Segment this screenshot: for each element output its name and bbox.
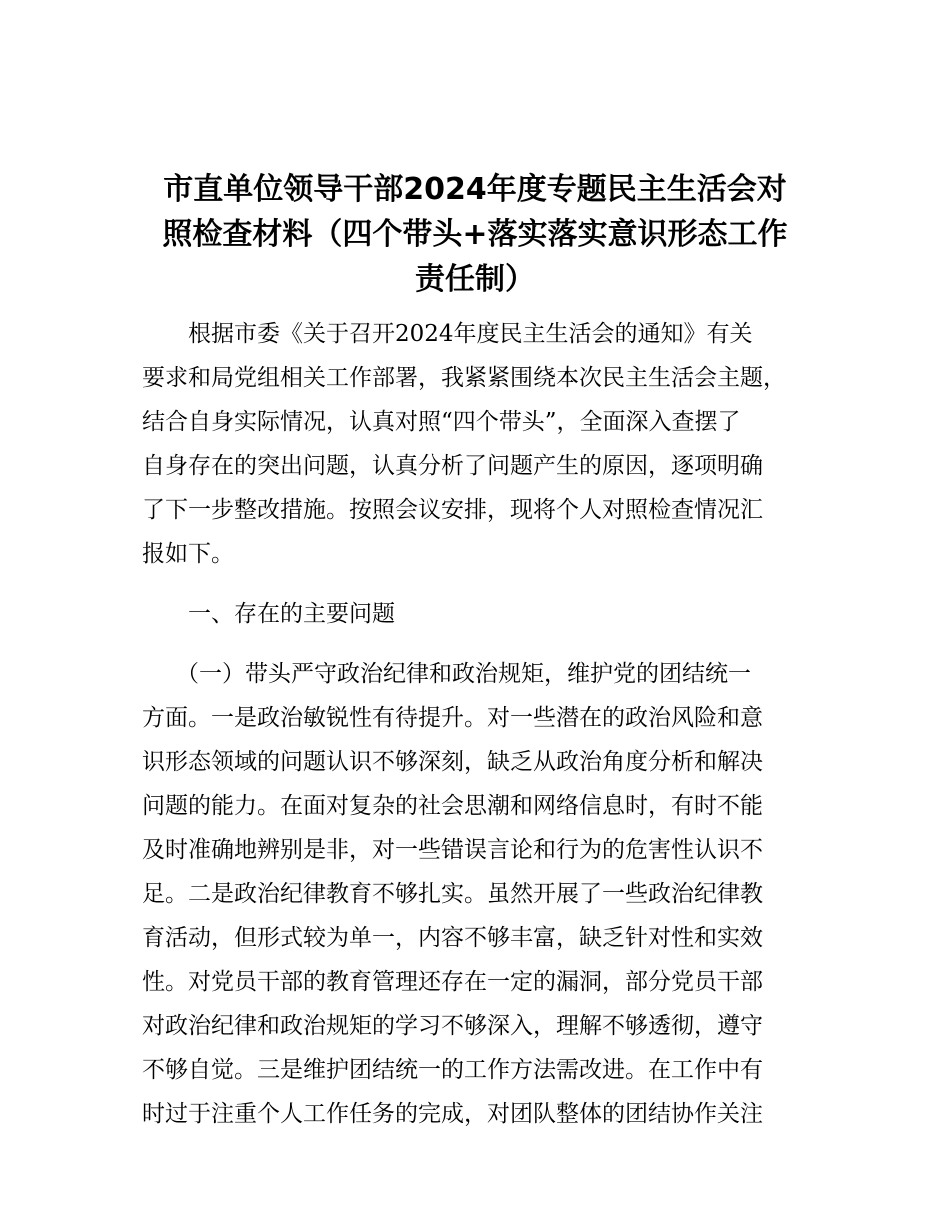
paragraph-line: 性。对党员干部的教育管理还存在一定的漏洞，部分党员干部 xyxy=(142,969,763,995)
paragraph-line: 及时准确地辨别是非，对一些错误言论和行为的危害性认识不 xyxy=(142,837,763,863)
paragraph-line: 方面。一是政治敏锐性有待提升。对一些潜在的政治风险和意 xyxy=(142,705,763,731)
paragraph-line: 不够自觉。三是维护团结统一的工作方法需改进。在工作中有 xyxy=(142,1057,763,1083)
paragraph-line: 问题的能力。在面对复杂的社会思潮和网络信息时，有时不能 xyxy=(142,793,763,819)
paragraph-line: 要求和局党组相关工作部署，我紧紧围绕本次民主生活会主题， xyxy=(142,365,786,391)
paragraph-line: 了下一步整改措施。按照会议安排，现将个人对照检查情况汇 xyxy=(142,497,763,523)
subsection-paragraph xyxy=(142,652,822,1136)
paragraph-line: （一）带头严守政治纪律和政治规矩，维护党的团结统一 xyxy=(176,661,751,687)
title-line: 责任制） xyxy=(415,262,535,297)
title-line: 市直单位领导干部2024年度专题民主生活会对 xyxy=(163,172,787,207)
document-title xyxy=(140,167,810,302)
paragraph-line: 结合自身实际情况，认真对照“四个带头”，全面深入查摆了 xyxy=(142,409,741,435)
paragraph-line: 育活动，但形式较为单一，内容不够丰富，缺乏针对性和实效 xyxy=(142,925,763,951)
title-line: 照检查材料（四个带头+落实落实意识形态工作 xyxy=(162,217,788,252)
paragraph-line: 自身存在的突出问题，认真分析了问题产生的原因，逐项明确 xyxy=(142,453,763,479)
paragraph-line: 足。二是政治纪律教育不够扎实。虽然开展了一些政治纪律教 xyxy=(142,881,763,907)
paragraph-line: 时过于注重个人工作任务的完成，对团队整体的团结协作关注 xyxy=(142,1101,763,1127)
paragraph-line: 报如下。 xyxy=(142,541,234,567)
section-heading: 一、存在的主要问题 xyxy=(188,601,395,627)
paragraph-line: 识形态领域的问题认识不够深刻，缺乏从政治角度分析和解决 xyxy=(142,749,763,775)
intro-paragraph xyxy=(142,312,822,576)
document-body xyxy=(142,312,822,1136)
paragraph-line: 根据市委《关于召开2024年度民主生活会的通知》有关 xyxy=(188,321,753,347)
paragraph-line: 对政治纪律和政治规矩的学习不够深入，理解不够透彻，遵守 xyxy=(142,1013,763,1039)
